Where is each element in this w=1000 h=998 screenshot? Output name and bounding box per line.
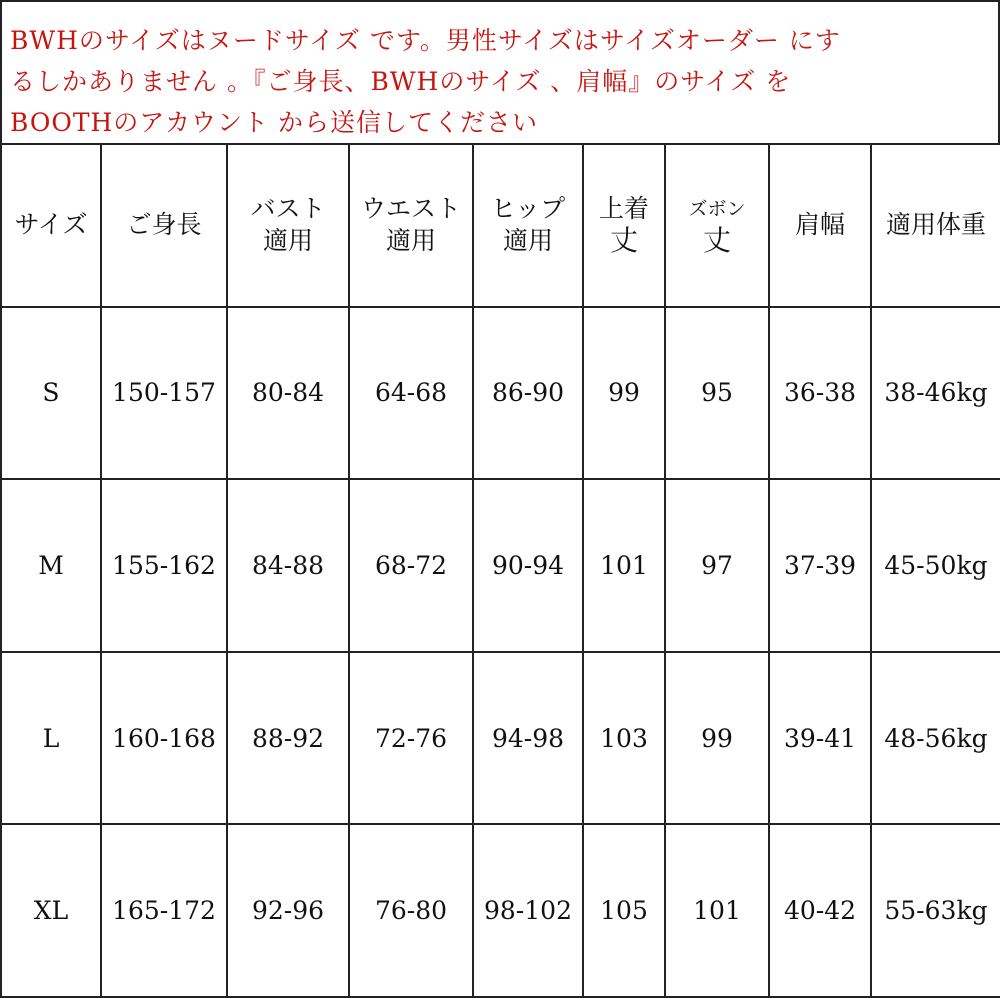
cell-size: L: [1, 652, 101, 825]
cell-shoulder: 39-41: [769, 652, 871, 825]
size-notice: [0, 0, 1000, 143]
cell-bust: 88-92: [227, 652, 349, 825]
cell-hip: 86-90: [473, 307, 583, 480]
cell-size: S: [1, 307, 101, 480]
notice-line: BOOTHのアカウント から送信してください: [10, 108, 539, 137]
cell-height: 155-162: [101, 479, 227, 652]
size-chart-table: [0, 143, 1000, 998]
cell-size: XL: [1, 824, 101, 997]
header-weight: 適用体重: [871, 144, 1000, 307]
table-row: [1, 652, 1000, 825]
cell-waist: 72-76: [349, 652, 473, 825]
cell-shoulder: 36-38: [769, 307, 871, 480]
cell-shoulder: 40-42: [769, 824, 871, 997]
cell-pants-length: 99: [665, 652, 769, 825]
header-shoulder: 肩幅: [769, 144, 871, 307]
cell-hip: 94-98: [473, 652, 583, 825]
cell-jacket-length: 103: [583, 652, 665, 825]
cell-shoulder: 37-39: [769, 479, 871, 652]
cell-waist: 64-68: [349, 307, 473, 480]
cell-pants-length: 97: [665, 479, 769, 652]
cell-bust: 92-96: [227, 824, 349, 997]
cell-jacket-length: 101: [583, 479, 665, 652]
header-height: ご身長: [101, 144, 227, 307]
cell-pants-length: 95: [665, 307, 769, 480]
cell-height: 160-168: [101, 652, 227, 825]
cell-size: M: [1, 479, 101, 652]
cell-bust: 80-84: [227, 307, 349, 480]
header-hip: ヒップ 適用: [473, 144, 583, 307]
table-row: [1, 307, 1000, 480]
cell-hip: 90-94: [473, 479, 583, 652]
header-row: [1, 144, 1000, 307]
cell-waist: 76-80: [349, 824, 473, 997]
table-row: [1, 479, 1000, 652]
notice-line: BWHのサイズはヌードサイズ です。男性サイズはサイズオーダー にす: [10, 26, 841, 55]
notice-line: るしかありません 。『ご身長、BWHのサイズ 、肩幅』のサイズ を: [10, 67, 792, 96]
cell-pants-length: 101: [665, 824, 769, 997]
cell-weight: 55-63kg: [871, 824, 1000, 997]
cell-jacket-length: 99: [583, 307, 665, 480]
header-jacket-length: 上着 丈: [583, 144, 665, 307]
header-waist: ウエスト 適用: [349, 144, 473, 307]
cell-weight: 45-50kg: [871, 479, 1000, 652]
header-size: サイズ: [1, 144, 101, 307]
cell-weight: 48-56kg: [871, 652, 1000, 825]
header-bust: バスト 適用: [227, 144, 349, 307]
table-row: [1, 824, 1000, 997]
cell-hip: 98-102: [473, 824, 583, 997]
cell-weight: 38-46kg: [871, 307, 1000, 480]
header-pants-length: ズボン 丈: [665, 144, 769, 307]
cell-jacket-length: 105: [583, 824, 665, 997]
cell-waist: 68-72: [349, 479, 473, 652]
cell-bust: 84-88: [227, 479, 349, 652]
cell-height: 150-157: [101, 307, 227, 480]
cell-height: 165-172: [101, 824, 227, 997]
